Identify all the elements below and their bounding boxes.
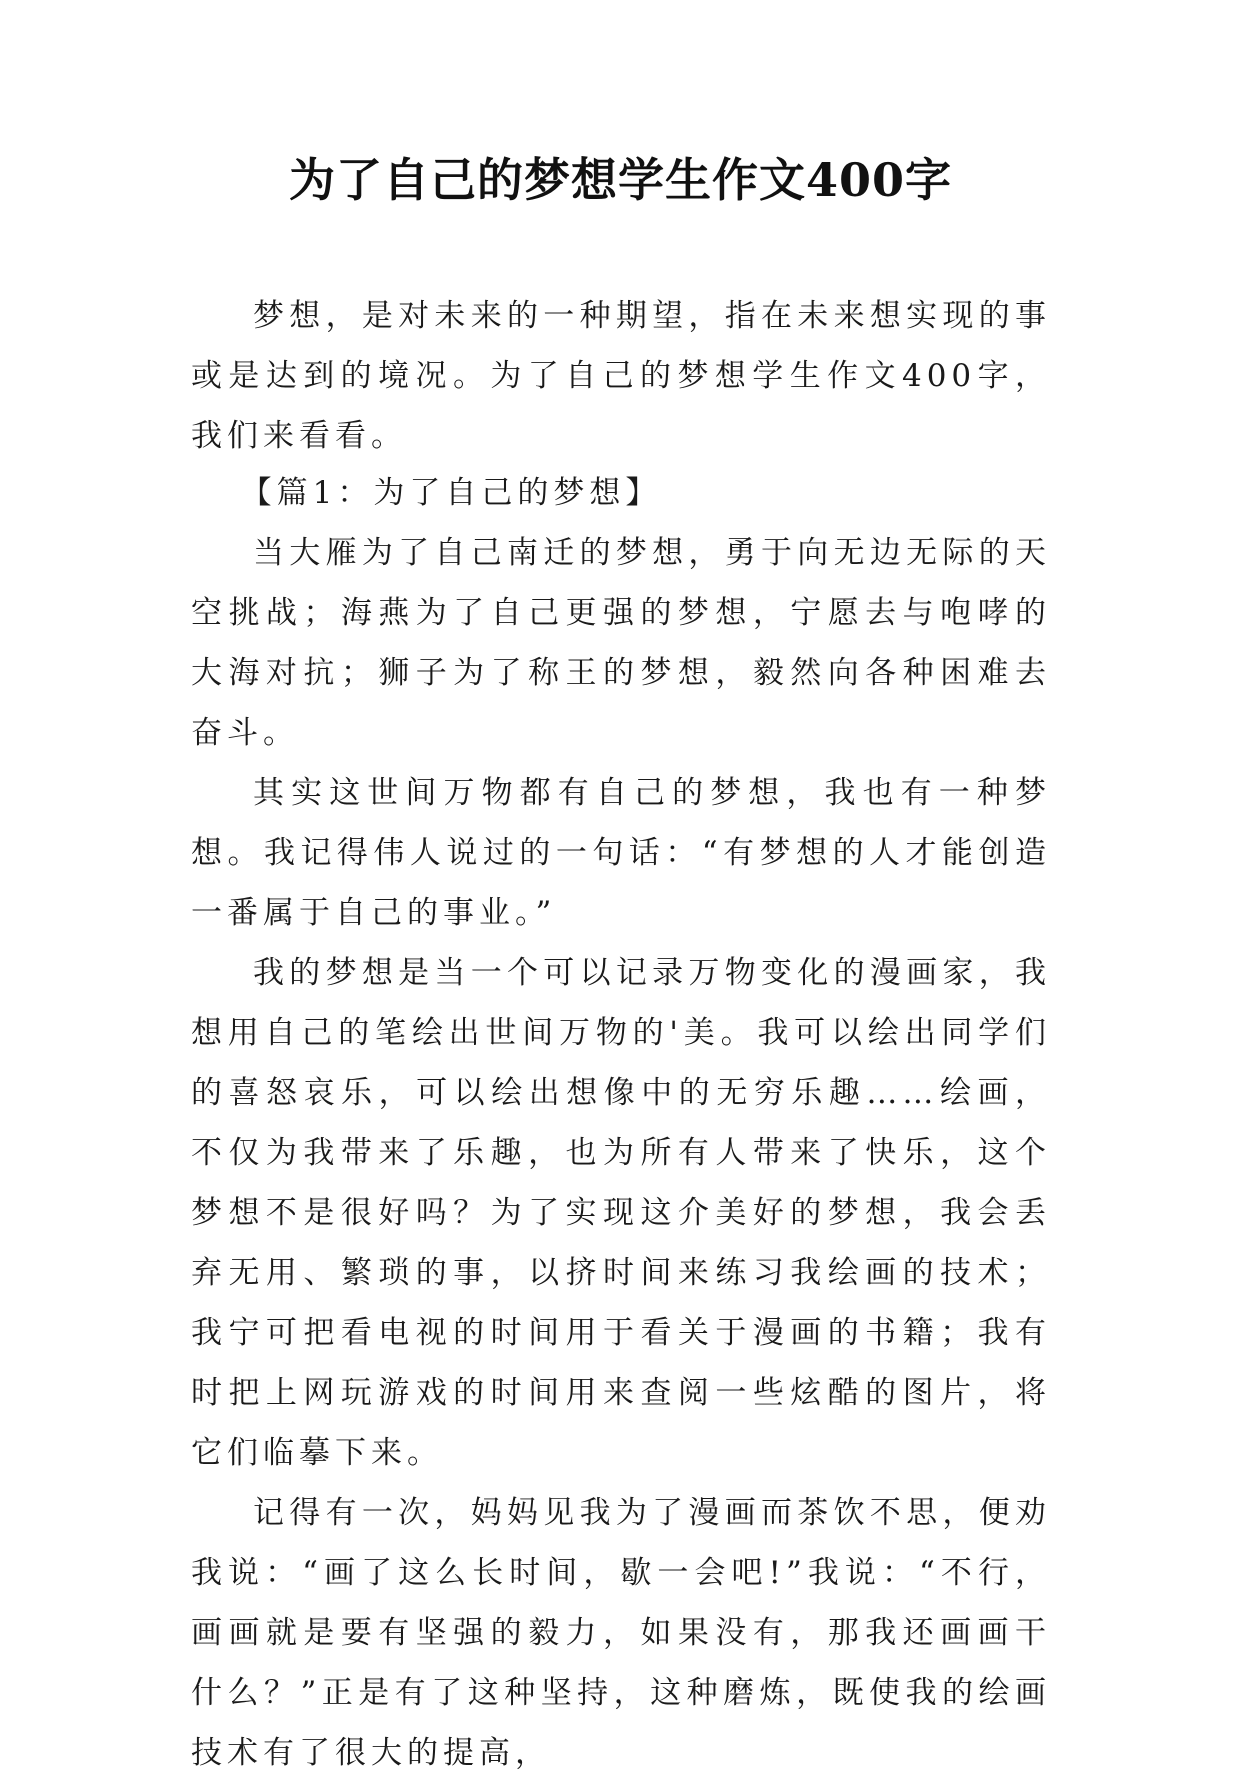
paragraph-1: 当大雁为了自己南迁的梦想，勇于向无边无际的天空挑战；海燕为了自己更强的梦想，宁愿去与咆哮的大海对抗；狮子为了称王的梦想，毅然向各种困难去奋斗。	[191, 535, 1051, 751]
page-title: 为了自己的梦想学生作文400字	[288, 153, 953, 207]
section-heading: 【篇1：为了自己的梦想】	[240, 475, 662, 511]
paragraph-3: 我的梦想是当一个可以记录万物变化的漫画家，我想用自己的笔绘出世间万物的'美。我可以绘出同学们的喜怒哀乐，可以绘出想像中的无穷乐趣……绘画，不仅为我带来了乐趣，也为所有人带来了快乐，这个梦想不是很好吗？为了实现这介美好的梦想，我会丢弃无用、繁琐的事，以挤时间来练习我绘画的技术；我宁可把看电视的时间用于看关于漫画的书籍；我有时把上网玩游戏的时间用来查阅一些炫酷的图片，将它们临摹下来。	[191, 955, 1051, 1471]
paragraph-2: 其实这世间万物都有自己的梦想，我也有一种梦想。我记得伟人说过的一句话：“有梦想的人才能创造一番属于自己的事业。”	[191, 775, 1051, 931]
article-body	[191, 463, 1051, 1783]
intro-block	[191, 286, 1051, 466]
paragraph-4: 记得有一次，妈妈见我为了漫画而茶饮不思，便劝我说：“画了这么长时间，歇一会吧!”我说：“不行，画画就是要有坚强的毅力，如果没有，那我还画画干什么？”正是有了这种坚持，这种磨炼，既使我的绘画技术有了很大的提高，	[191, 1495, 1051, 1771]
intro-paragraph: 梦想，是对未来的一种期望，指在未来想实现的事或是达到的境况。为了自己的梦想学生作文400字，我们来看看。	[191, 298, 1051, 454]
